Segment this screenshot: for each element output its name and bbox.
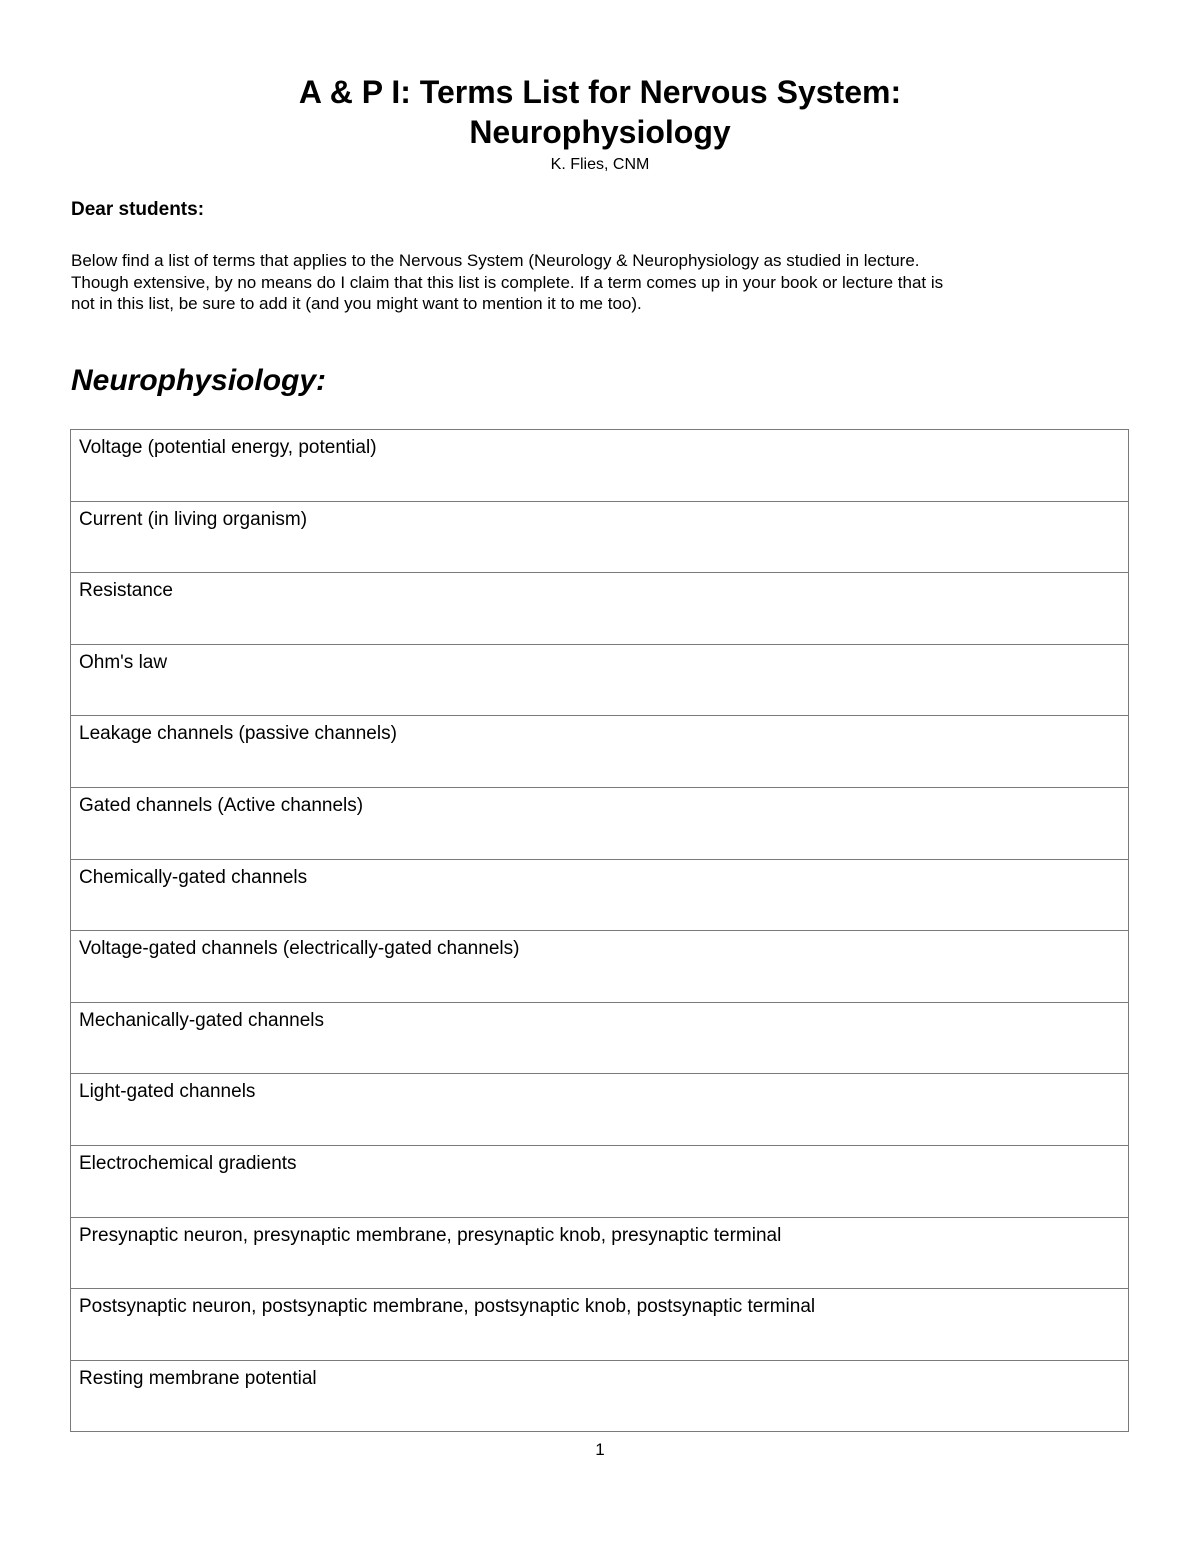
table-row [71, 716, 1129, 788]
term-cell: Resistance [71, 573, 1129, 645]
term-cell: Leakage channels (passive channels) [71, 716, 1129, 788]
term-cell: Current (in living organism) [71, 501, 1129, 573]
term-cell: Presynaptic neuron, presynaptic membrane, presynaptic knob, presynaptic terminal [71, 1217, 1129, 1289]
page-number: 1 [595, 1440, 605, 1459]
term-cell: Mechanically-gated channels [71, 1002, 1129, 1074]
term-cell: Ohm's law [71, 644, 1129, 716]
term-cell: Light-gated channels [71, 1074, 1129, 1146]
salutation: Dear students: [71, 199, 205, 220]
table-row [71, 1074, 1129, 1146]
terms-table [70, 429, 1129, 1432]
term-cell: Gated channels (Active channels) [71, 787, 1129, 859]
table-row [71, 573, 1129, 645]
table-row [71, 644, 1129, 716]
intro-line-2: Though extensive, by no means do I claim that this list is complete. If a term comes up in your book or lecture that is [71, 272, 944, 292]
term-cell: Chemically-gated channels [71, 859, 1129, 931]
intro-paragraph [71, 250, 1131, 315]
author-name: K. Flies, CNM [550, 156, 650, 173]
table-row [71, 430, 1129, 502]
section-heading: Neurophysiology: [71, 364, 327, 397]
table-row [71, 1289, 1129, 1361]
title-line-2: Neurophysiology [469, 114, 731, 150]
table-row [71, 1217, 1129, 1289]
title-line-1: A & P I: Terms List for Nervous System: [298, 74, 902, 110]
table-row [71, 1145, 1129, 1217]
intro-line-3: not in this list, be sure to add it (and you might want to mention it to me too). [71, 294, 642, 313]
document-title [0, 72, 1200, 152]
term-cell: Resting membrane potential [71, 1360, 1129, 1432]
term-cell: Voltage (potential energy, potential) [71, 430, 1129, 502]
table-row [71, 1360, 1129, 1432]
table-row [71, 859, 1129, 931]
table-row [71, 501, 1129, 573]
table-row [71, 1002, 1129, 1074]
table-row [71, 931, 1129, 1003]
intro-line-1: Below find a list of terms that applies to the Nervous System (Neurology & Neurophysiology as studied in lecture. [71, 251, 920, 270]
table-row [71, 787, 1129, 859]
term-cell: Voltage-gated channels (electrically-gated channels) [71, 931, 1129, 1003]
term-cell: Electrochemical gradients [71, 1145, 1129, 1217]
term-cell: Postsynaptic neuron, postsynaptic membrane, postsynaptic knob, postsynaptic terminal [71, 1289, 1129, 1361]
